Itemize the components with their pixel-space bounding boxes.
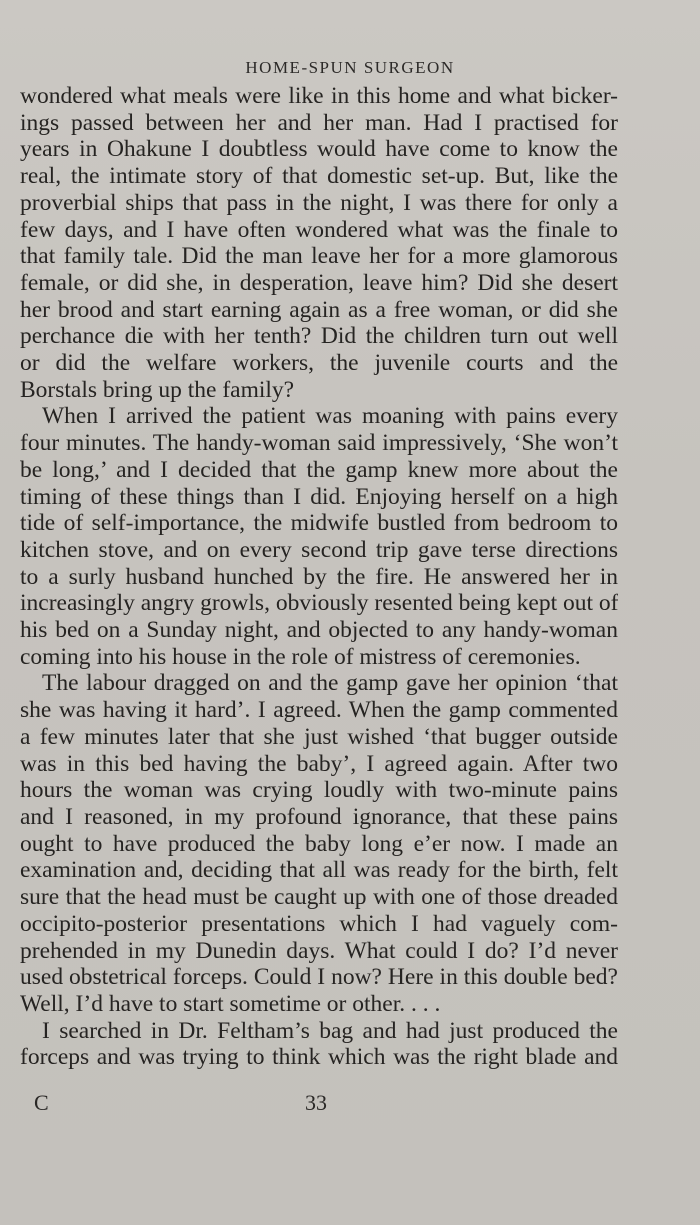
page-footer (0, 1090, 700, 1118)
text-line: ings passed between her and her man. Had I practised for (20, 109, 618, 136)
paragraph-start-line: I searched in Dr. Feltham’s bag and had just produced the (42, 1017, 618, 1044)
text-line: ought to have produced the baby long e’er now. I made an (20, 830, 618, 857)
text-line: forceps and was trying to think which was the right blade and (20, 1044, 618, 1071)
text-line: years in Ohakune I doubtless would have come to know the (20, 136, 618, 163)
text-line: to a surly husband hunched by the fire. He answered her in (20, 563, 618, 590)
paragraph-start-line: When I arrived the patient was moaning with pains every (42, 403, 618, 430)
text-line: four minutes. The handy-woman said impressively, ‘She won’t (20, 430, 618, 457)
text-line: or did the welfare workers, the juvenile courts and the (20, 350, 618, 377)
text-line: Well, I’d have to start sometime or other. . . . (20, 990, 441, 1017)
text-line: was in this bed having the baby’, I agreed again. After two (20, 750, 618, 777)
signature-mark: C (34, 1090, 49, 1115)
text-line: used obstetrical forceps. Could I now? Here in this double bed? (20, 964, 618, 991)
text-line: sure that the head must be caught up with one of those dreaded (20, 884, 618, 911)
text-line: prehended in my Dunedin days. What could I do? I’d never (20, 937, 618, 964)
text-line: coming into his house in the role of mistress of ceremonies. (20, 643, 581, 670)
text-line: kitchen stove, and on every second trip gave terse directions (20, 536, 618, 563)
text-line: female, or did she, in desperation, leave him? Did she desert (20, 269, 618, 296)
text-line: increasingly angry growls, obviously resented being kept out of (20, 590, 618, 617)
text-line: she was having it hard’. I agreed. When the gamp commented (20, 697, 618, 724)
text-line: that family tale. Did the man leave her for a more glamorous (20, 243, 618, 270)
text-line: wondered what meals were like in this home and what bicker- (20, 83, 618, 109)
text-line: a few minutes later that she just wished ‘that bugger outside (20, 723, 618, 750)
text-line: timing of these things than I did. Enjoying herself on a high (20, 483, 618, 510)
text-line: hours the woman was crying loudly with two-minute pains (20, 777, 618, 804)
paragraph-start-line: The labour dragged on and the gamp gave her opinion ‘that (42, 670, 618, 697)
text-line: examination and, deciding that all was ready for the birth, felt (20, 857, 618, 884)
text-line: tide of self-importance, the midwife bustled from bedroom to (20, 510, 618, 537)
text-line: perchance die with her tenth? Did the children turn out well (20, 323, 618, 350)
text-line: real, the intimate story of that domestic set-up. But, like the (20, 163, 618, 190)
text-line: few days, and I have often wondered what was the finale to (20, 216, 618, 243)
text-line: be long,’ and I decided that the gamp knew more about the (20, 456, 618, 483)
body-text (20, 83, 618, 1071)
text-line: her brood and start earning again as a free woman, or did she (20, 296, 618, 323)
running-header: HOME-SPUN SURGEON (245, 58, 455, 77)
text-line: proverbial ships that pass in the night, I was there for only a (20, 189, 618, 216)
page-number: 33 (305, 1090, 327, 1115)
text-line: Borstals bring up the family? (20, 376, 295, 403)
text-line: and I reasoned, in my profound ignorance, that these pains (20, 803, 618, 830)
text-line: occipito-posterior presentations which I had vaguely com- (20, 910, 618, 937)
text-line: his bed on a Sunday night, and objected to any handy-woman (20, 617, 618, 644)
